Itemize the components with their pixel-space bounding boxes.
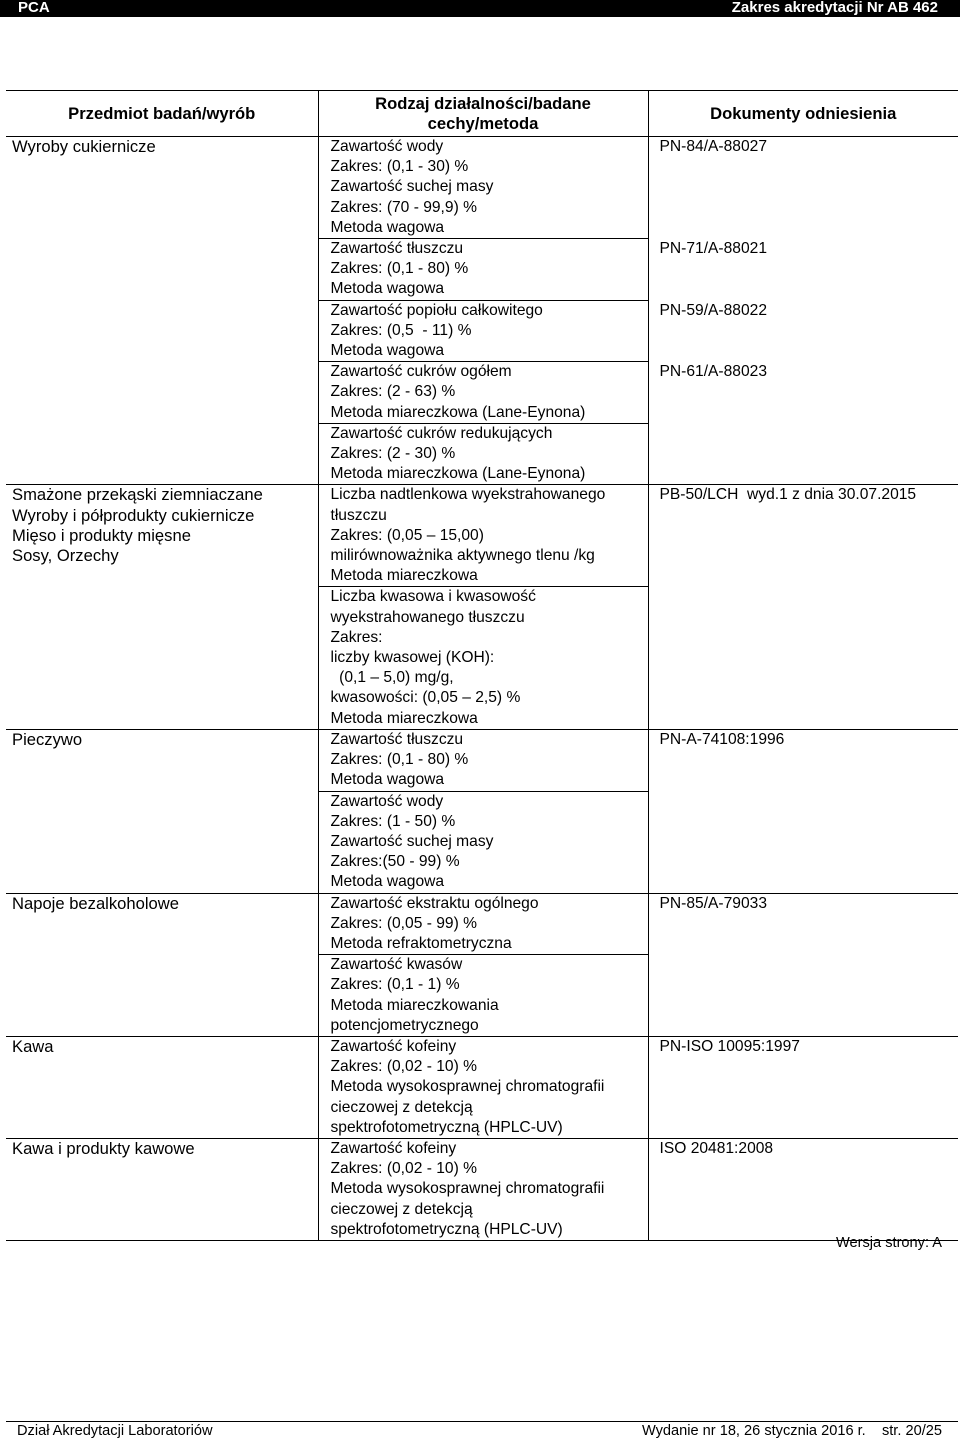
test-line: Zakres: (0,05 – 15,00) xyxy=(330,526,484,544)
test-line: potencjometrycznego xyxy=(330,1016,479,1034)
reference-cell xyxy=(648,893,958,1036)
test-line: Zawartość cukrów redukujących xyxy=(330,424,553,442)
reference-cell xyxy=(648,137,958,485)
reference-block: PN-71/A-88021 xyxy=(659,240,767,257)
table-header-row xyxy=(6,91,958,137)
footer-department: Dział Akredytacji Laboratoriów xyxy=(17,1423,213,1439)
reference-block: PB-50/LCH wyd.1 z dnia 30.07.2015 xyxy=(659,486,917,504)
subject-cell xyxy=(6,1036,318,1138)
test-line: Zawartość cukrów ogółem xyxy=(330,363,512,381)
test-line: (0,1 – 5,0) mg/g, xyxy=(330,669,454,687)
reference-cell xyxy=(648,485,958,729)
test-line: Metoda wagowa xyxy=(330,280,445,298)
test-line: cieczowej z detekcją xyxy=(330,1200,473,1218)
test-line: Metoda wagowa xyxy=(330,873,445,891)
test-line: Metoda wysokosprawnej chromatografii xyxy=(330,1180,605,1198)
test-block xyxy=(319,485,648,587)
header-org: PCA xyxy=(18,0,50,16)
reference-block xyxy=(649,791,959,892)
subject-line: Mięso i produkty mięsne xyxy=(12,525,191,545)
test-block xyxy=(319,955,648,1036)
reference-block: PN-85/A-79033 xyxy=(659,894,767,912)
reference-block: PN-A-74108:1996 xyxy=(659,730,785,748)
table-row xyxy=(6,485,958,729)
test-block xyxy=(319,1139,648,1240)
test-line: Zawartość kofeiny xyxy=(330,1037,457,1055)
test-block xyxy=(319,301,648,363)
test-line: Zakres: (70 - 99,9) % xyxy=(330,198,477,216)
table-row xyxy=(6,1138,958,1240)
test-line: Zawartość suchej masy xyxy=(330,178,494,196)
test-block xyxy=(319,792,648,893)
subject-cell xyxy=(6,729,318,893)
test-block xyxy=(319,894,648,956)
test-line: Zakres: (2 - 30) % xyxy=(330,445,456,463)
subject-cell xyxy=(6,893,318,1036)
method-cell xyxy=(318,1036,648,1138)
test-block xyxy=(319,362,648,424)
accreditation-table xyxy=(6,90,958,1241)
subject-cell xyxy=(6,1138,318,1240)
reference-cell xyxy=(648,729,958,893)
col-header-reference: Dokumenty odniesienia xyxy=(648,91,958,137)
method-cell xyxy=(318,893,648,1036)
test-line: Metoda miareczkowa (Lane-Eynona) xyxy=(330,403,586,421)
test-line: Zakres: xyxy=(330,628,383,646)
test-block xyxy=(319,424,648,485)
test-line: Zawartość kwasów xyxy=(330,956,463,974)
test-line: Zawartość kofeiny xyxy=(330,1139,457,1157)
test-line: Zakres: (0,1 - 80) % xyxy=(330,260,469,278)
test-line: Zawartość tłuszczu xyxy=(330,240,464,258)
test-line: Zawartość ekstraktu ogólnego xyxy=(330,894,539,912)
test-block xyxy=(319,1037,648,1138)
reference-cell xyxy=(648,1036,958,1138)
table-row xyxy=(6,137,958,485)
header-title: Zakres akredytacji Nr AB 462 xyxy=(731,0,938,16)
subject-line: Smażone przekąski ziemniaczane xyxy=(12,485,263,505)
test-line: Zawartość wody xyxy=(330,792,444,810)
test-line: wyekstrahowanego tłuszczu xyxy=(330,608,525,626)
reference-block: PN-59/A-88022 xyxy=(659,301,767,319)
test-line: Zakres: (0,1 - 30) % xyxy=(330,158,469,176)
table-row xyxy=(6,729,958,893)
test-line: Metoda wysokosprawnej chromatografii xyxy=(330,1078,605,1096)
col-header-method: Rodzaj działalności/badane cechy/metoda xyxy=(318,91,648,137)
test-line: Liczba kwasowa i kwasowość xyxy=(330,588,536,606)
subject-cell xyxy=(6,485,318,729)
test-line: tłuszczu xyxy=(330,506,387,524)
test-block xyxy=(319,587,648,728)
test-line: Metoda wagowa xyxy=(330,342,445,360)
reference-block: PN-ISO 10095:1997 xyxy=(659,1037,800,1055)
test-line: Zawartość popiołu całkowitego xyxy=(330,301,543,319)
test-line: spektrofotometryczną (HPLC-UV) xyxy=(330,1118,563,1136)
reference-block xyxy=(649,955,959,1036)
subject-cell xyxy=(6,137,318,485)
test-line: Zakres: (0,02 - 10) % xyxy=(330,1160,477,1178)
method-cell xyxy=(318,729,648,893)
subject-line: Kawa i produkty kawowe xyxy=(12,1138,195,1158)
test-line: Zakres: (0,02 - 10) % xyxy=(330,1058,477,1076)
page-version: Wersja strony: A xyxy=(836,1235,942,1251)
table-row xyxy=(6,893,958,1036)
subject-line: Kawa xyxy=(12,1036,54,1056)
test-line: Metoda miareczkowania xyxy=(330,996,499,1014)
test-line: Zakres: (0,1 - 1) % xyxy=(330,976,460,994)
test-line: Zakres: (0,1 - 80) % xyxy=(330,751,469,769)
test-line: Zawartość tłuszczu xyxy=(330,730,464,748)
table-body xyxy=(6,137,958,1241)
test-block xyxy=(319,730,648,792)
reference-block: ISO 20481:2008 xyxy=(659,1139,774,1157)
test-line: Metoda miareczkowa xyxy=(330,567,478,585)
page-header xyxy=(0,0,960,17)
test-line: Zakres:(50 - 99) % xyxy=(330,853,460,871)
test-block xyxy=(319,239,648,301)
footer-edition: Wydanie nr 18, 26 stycznia 2016 r. str. 20/25 xyxy=(641,1423,942,1439)
subject-line: Sosy, Orzechy xyxy=(12,546,119,566)
test-line: Liczba nadtlenkowa wyekstrahowanego xyxy=(330,486,606,504)
test-line: Zawartość wody xyxy=(330,138,444,155)
test-line: Zakres: (0,05 - 99) % xyxy=(330,914,477,932)
reference-block: PN-84/A-88027 xyxy=(659,138,767,155)
method-cell xyxy=(318,485,648,729)
test-line: kwasowości: (0,05 – 2,5) % xyxy=(330,689,521,707)
footer-divider xyxy=(6,1421,958,1422)
test-line: Zakres: (2 - 63) % xyxy=(330,383,456,401)
col-header-subject: Przedmiot badań/wyrób xyxy=(6,91,318,137)
method-cell xyxy=(318,1138,648,1240)
test-line: Metoda miareczkowa (Lane-Eynona) xyxy=(330,465,586,483)
test-line: Zakres: (0,5 - 11) % xyxy=(330,321,472,339)
test-line: Metoda wagowa xyxy=(330,218,445,236)
subject-line: Pieczywo xyxy=(12,729,83,749)
test-line: Zakres: (1 - 50) % xyxy=(330,812,456,830)
subject-line: Napoje bezalkoholowe xyxy=(12,893,179,913)
reference-cell xyxy=(648,1138,958,1240)
test-line: milirównoważnika aktywnego tlenu /kg xyxy=(330,547,595,565)
test-line: Metoda wagowa xyxy=(330,771,445,789)
reference-block xyxy=(649,587,959,728)
test-block xyxy=(319,137,648,239)
test-line: liczby kwasowej (KOH): xyxy=(330,649,495,667)
reference-block xyxy=(649,424,959,485)
method-cell xyxy=(318,137,648,485)
test-line: Zawartość suchej masy xyxy=(330,832,494,850)
test-line: spektrofotometryczną (HPLC-UV) xyxy=(330,1220,563,1238)
test-line: cieczowej z detekcją xyxy=(330,1098,473,1116)
test-line: Metoda miareczkowa xyxy=(330,709,478,727)
table-row xyxy=(6,1036,958,1138)
subject-line: Wyroby i półprodukty cukiernicze xyxy=(12,505,255,525)
subject-line: Wyroby cukiernicze xyxy=(12,137,156,156)
test-line: Metoda refraktometryczna xyxy=(330,934,512,952)
reference-block: PN-61/A-88023 xyxy=(659,363,767,381)
